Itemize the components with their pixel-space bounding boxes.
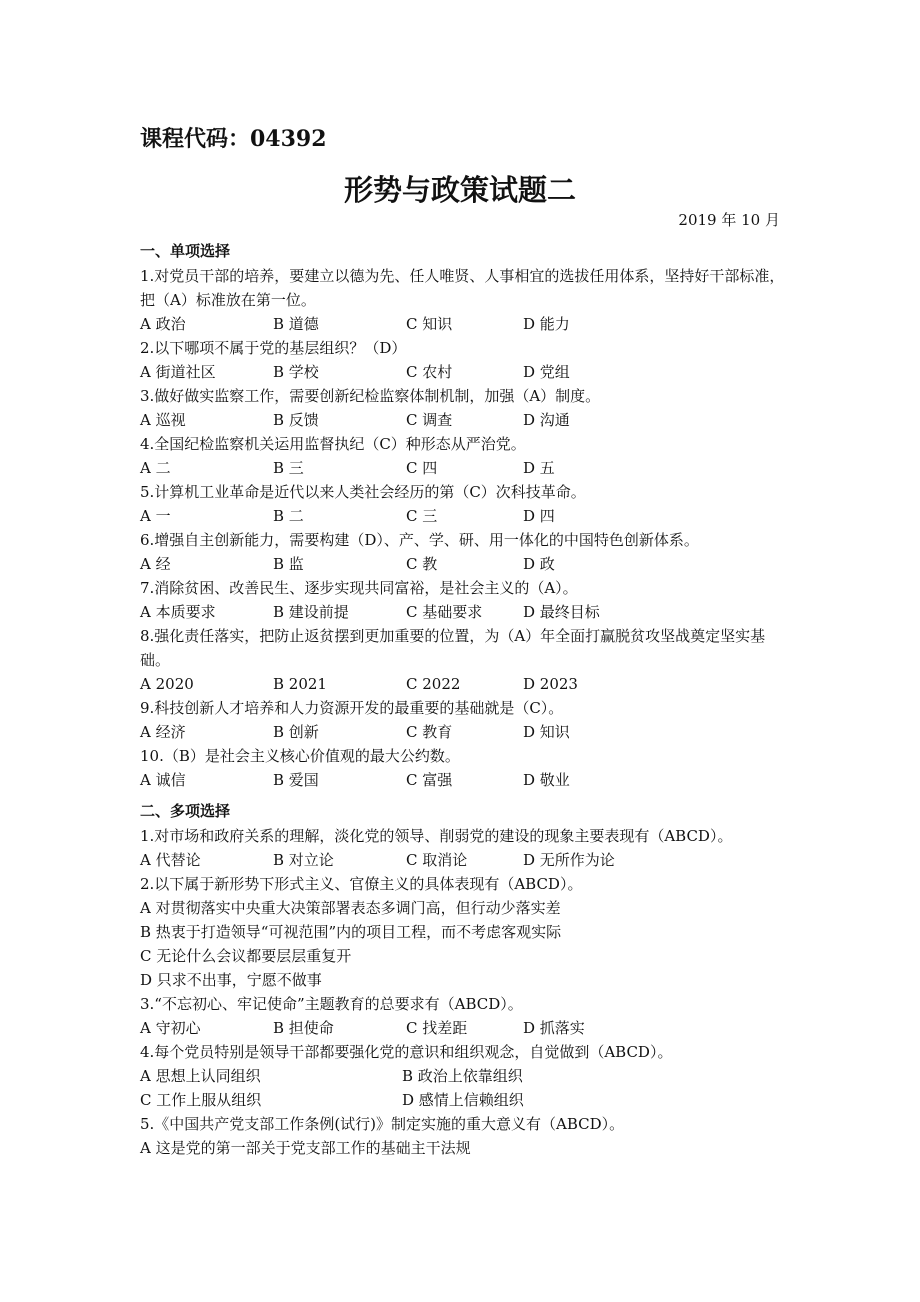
option-c: C 农村	[406, 363, 453, 381]
option-b: B 建设前提	[273, 603, 349, 621]
question-text: 2.以下属于新形势下形式主义、官僚主义的具体表现有（ABCD）。	[140, 875, 583, 893]
option-b: B 反馈	[273, 411, 319, 429]
option-c: C 2022	[406, 675, 461, 693]
options-row	[140, 848, 785, 872]
option-a: A 2020	[140, 675, 194, 693]
option-c: C 教育	[406, 723, 453, 741]
option-d: D 党组	[523, 363, 570, 381]
section-heading: 一、单项选择	[140, 242, 231, 260]
option-a: A 二	[140, 459, 171, 477]
question-item	[140, 624, 785, 696]
section-heading: 二、多项选择	[140, 802, 231, 820]
question-item	[140, 432, 785, 480]
exam-content	[140, 238, 785, 1160]
question-item	[140, 384, 785, 432]
option-c: C 基础要求	[406, 603, 483, 621]
option-a: A 巡视	[140, 411, 186, 429]
question-text: 5.《中国共产党支部工作条例(试行)》制定实施的重大意义有（ABCD）。	[140, 1115, 625, 1133]
options-row	[140, 360, 785, 384]
option-item: A 思想上认同组织	[140, 1067, 261, 1085]
options-row	[140, 600, 785, 624]
option-d: D 敬业	[523, 771, 570, 789]
option-item: D 感情上信赖组织	[402, 1091, 524, 1109]
question-item	[140, 576, 785, 624]
option-d: D 2023	[523, 675, 578, 693]
options-row	[140, 1088, 785, 1112]
options-row	[140, 312, 785, 336]
question-item	[140, 1040, 785, 1112]
question-item	[140, 528, 785, 576]
option-d: D 能力	[523, 315, 570, 333]
option-a: A 一	[140, 507, 171, 525]
option-a: A 诚信	[140, 771, 186, 789]
option-b: B 对立论	[273, 851, 334, 869]
option-b: B 创新	[273, 723, 319, 741]
question-text: 8.强化责任落实，把防止返贫摆到更加重要的位置，为（A）年全面打赢脱贫攻坚战奠定坚实基础。	[140, 627, 766, 669]
option-a: A 经济	[140, 723, 186, 741]
option-b: B 二	[273, 507, 304, 525]
question-text: 7.消除贫困、改善民生、逐步实现共同富裕，是社会主义的（A）。	[140, 579, 578, 597]
option-d: D 政	[523, 555, 555, 573]
option-item: B 政治上依靠组织	[402, 1067, 523, 1085]
question-text: 9.科技创新人才培养和人力资源开发的最重要的基础就是（C）。	[140, 699, 564, 717]
option-c: C 取消论	[406, 851, 468, 869]
question-item	[140, 824, 785, 872]
option-c: C 富强	[406, 771, 453, 789]
question-text: 4.每个党员特别是领导干部都要强化党的意识和组织观念，自觉做到（ABCD）。	[140, 1043, 673, 1061]
option-c: C 三	[406, 507, 438, 525]
options-row	[140, 504, 785, 528]
question-text: 3.“不忘初心、牢记使命”主题教育的总要求有（ABCD）。	[140, 995, 523, 1013]
options-row	[140, 768, 785, 792]
option-b: B 2021	[273, 675, 327, 693]
option-line: A 这是党的第一部关于党支部工作的基础主干法规	[140, 1139, 471, 1157]
options-row	[140, 1016, 785, 1040]
options-row	[140, 456, 785, 480]
options-row	[140, 672, 785, 696]
options-row	[140, 552, 785, 576]
option-a: A 本质要求	[140, 603, 216, 621]
option-a: A 代替论	[140, 851, 201, 869]
option-b: B 监	[273, 555, 304, 573]
section-2-questions	[140, 824, 785, 1160]
option-c: C 知识	[406, 315, 453, 333]
option-a: A 经	[140, 555, 171, 573]
option-b: B 担使命	[273, 1019, 334, 1037]
options-row	[140, 408, 785, 432]
option-b: B 三	[273, 459, 304, 477]
option-line: D 只求不出事，宁愿不做事	[140, 971, 322, 989]
option-line: A 对贯彻落实中央重大决策部署表态多调门高，但行动少落实差	[140, 899, 561, 917]
option-line: B 热衷于打造领导“可视范围”内的项目工程，而不考虑客观实际	[140, 923, 562, 941]
question-item	[140, 264, 785, 336]
option-d: D 抓落实	[523, 1019, 585, 1037]
option-c: C 四	[406, 459, 438, 477]
option-c: C 找差距	[406, 1019, 468, 1037]
question-text: 1.对党员干部的培养，要建立以德为先、任人唯贤、人事相宜的选拔任用体系，坚持好干部标准，把（A）标准放在第一位。	[140, 267, 785, 309]
question-item	[140, 480, 785, 528]
question-text: 10.（B）是社会主义核心价值观的最大公约数。	[140, 747, 460, 765]
question-item	[140, 696, 785, 744]
option-a: A 街道社区	[140, 363, 216, 381]
section-1-questions	[140, 264, 785, 792]
option-b: B 道德	[273, 315, 319, 333]
option-d: D 最终目标	[523, 603, 600, 621]
course-code: 课程代码：04392	[140, 126, 327, 152]
question-text: 6.增强自主创新能力，需要构建（D）、产、学、研、用一体化的中国特色创新体系。	[140, 531, 699, 549]
question-item	[140, 872, 785, 992]
option-d: D 知识	[523, 723, 570, 741]
option-c: C 调查	[406, 411, 453, 429]
page-title: 形势与政策试题二	[343, 173, 576, 207]
exam-date: 2019 年 10 月	[678, 211, 780, 229]
question-text: 3.做好做实监察工作，需要创新纪检监察体制机制，加强（A）制度。	[140, 387, 601, 405]
option-b: B 爱国	[273, 771, 319, 789]
question-item	[140, 744, 785, 792]
option-d: D 四	[523, 507, 555, 525]
question-item	[140, 1112, 785, 1160]
question-item	[140, 992, 785, 1040]
question-text: 1.对市场和政府关系的理解，淡化党的领导、削弱党的建设的现象主要表现有（ABCD）。	[140, 827, 733, 845]
options-row	[140, 720, 785, 744]
option-a: A 政治	[140, 315, 186, 333]
option-d: D 沟通	[523, 411, 570, 429]
option-d: D 无所作为论	[523, 851, 615, 869]
question-item	[140, 336, 785, 384]
option-line: C 无论什么会议都要层层重复开	[140, 947, 352, 965]
option-c: C 教	[406, 555, 438, 573]
question-text: 2.以下哪项不属于党的基层组织？（D）	[140, 339, 407, 357]
option-b: B 学校	[273, 363, 319, 381]
option-item: C 工作上服从组织	[140, 1091, 262, 1109]
option-d: D 五	[523, 459, 555, 477]
question-text: 5.计算机工业革命是近代以来人类社会经历的第（C）次科技革命。	[140, 483, 586, 501]
options-row	[140, 1064, 785, 1088]
question-text: 4.全国纪检监察机关运用监督执纪（C）种形态从严治党。	[140, 435, 526, 453]
option-a: A 守初心	[140, 1019, 201, 1037]
